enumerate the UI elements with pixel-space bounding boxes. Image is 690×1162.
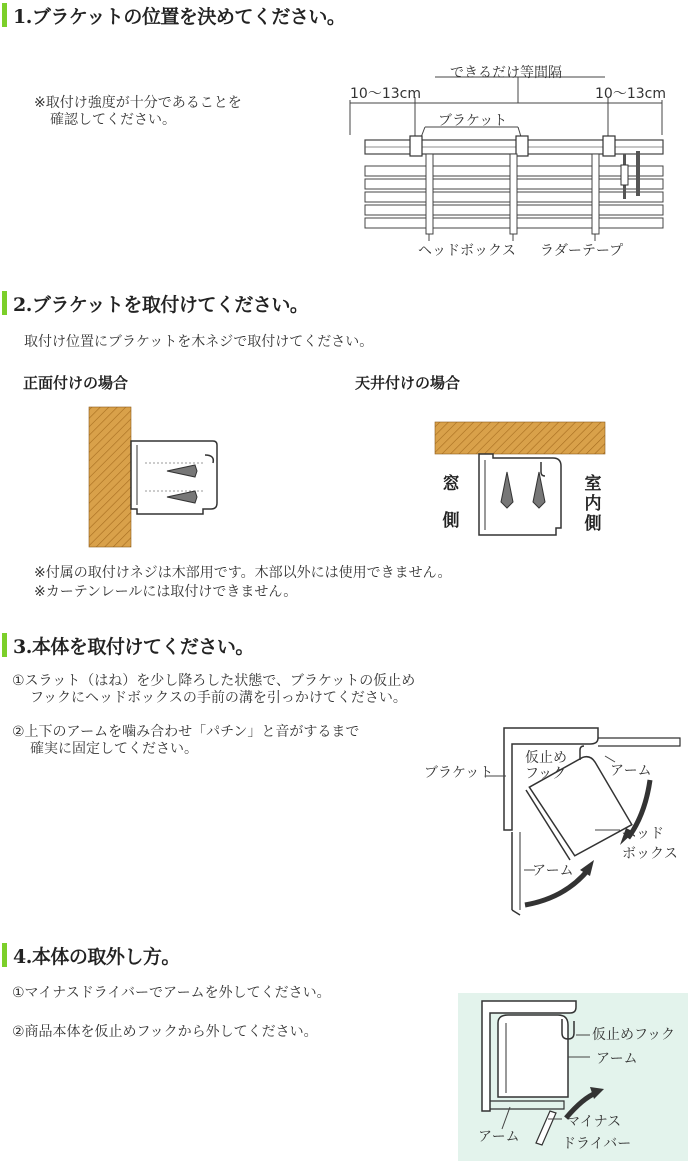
section-1-title: 1.ブラケットの位置を決めてください。 (13, 6, 346, 28)
section-2-title: 2.ブラケットを取付けてください。 (13, 294, 309, 316)
s3-bracket-label: ブラケット (424, 765, 494, 781)
s2-intro: 取付け位置にブラケットを木ネジで取付けてください。 (24, 334, 374, 350)
s3-arm-top-label: アーム (610, 763, 652, 779)
front-mount-title: 正面付けの場合 (23, 374, 129, 392)
s2-note-1: ※付属の取付けネジは木部用です。木部以外には使用できません。 (34, 565, 452, 581)
temp-hook-label-1: 仮止め (525, 750, 567, 766)
left-gap-label: 10〜13cm (350, 86, 421, 102)
even-spacing-label: できるだけ等間隔 (450, 65, 562, 81)
room-side-char-1: 室 (584, 474, 602, 494)
bracket-label: ブラケット (438, 113, 508, 129)
s4-arm-bottom-label: アーム (478, 1129, 520, 1145)
room-side-char-3: 側 (584, 514, 602, 534)
s4-step2: ②商品本体を仮止めフックから外してください。 (12, 1024, 318, 1040)
bracket-position-diagram (340, 55, 680, 270)
s4-temp-hook-label: 仮止めフック (592, 1027, 676, 1043)
room-side-char-2: 内 (584, 494, 602, 514)
s3-step1-line1: ①スラット（はね）を少し降ろした状態で、ブラケットの仮止め (12, 673, 416, 689)
s4-step1: ①マイナスドライバーでアームを外してください。 (12, 985, 331, 1001)
section-2-header (0, 288, 690, 318)
s3-step2-line2: 確実に固定してください。 (30, 741, 198, 757)
s3-head-box-label-1: ヘッド (622, 826, 664, 842)
section-accent-bar (2, 943, 7, 967)
section-accent-bar (2, 633, 7, 657)
s2-note-2: ※カーテンレールには取付けできません。 (34, 584, 298, 600)
s1-note-line2: 確認してください。 (50, 112, 176, 128)
ladder-tape-label: ラダーテープ (540, 243, 624, 259)
s3-head-box-label-2: ボックス (622, 846, 678, 862)
window-side-char-1: 窓 (442, 474, 460, 494)
temp-hook-label-2: フック (525, 766, 567, 782)
front-mount-diagram (85, 405, 230, 550)
s4-arm-right-label: アーム (596, 1051, 638, 1067)
section-4-header (0, 940, 690, 970)
section-4-title: 4.本体の取外し方。 (13, 946, 180, 968)
section-3-title: 3.本体を取付けてください。 (13, 636, 254, 658)
section-accent-bar (2, 291, 7, 315)
right-gap-label: 10〜13cm (595, 86, 666, 102)
s3-step1-line2: フックにヘッドボックスの手前の溝を引っかけてください。 (30, 690, 407, 706)
s1-note-line1: ※取付け強度が十分であることを (34, 95, 242, 111)
section-3-header (0, 630, 690, 660)
screwdriver-label-1: マイナス (566, 1114, 622, 1130)
s3-step2-line1: ②上下のアームを噛み合わせ「パチン」と音がするまで (12, 724, 360, 740)
section-1-header (0, 0, 690, 30)
window-side-char-2: 側 (442, 511, 460, 531)
head-box-label: ヘッドボックス (418, 243, 516, 259)
screwdriver-label-2: ドライバー (562, 1136, 632, 1152)
s3-arm-bottom-label: アーム (532, 863, 574, 879)
ceiling-mount-title: 天井付けの場合 (355, 374, 461, 392)
removal-diagram (458, 993, 688, 1161)
install-body-diagram (420, 720, 685, 920)
section-accent-bar (2, 3, 7, 27)
